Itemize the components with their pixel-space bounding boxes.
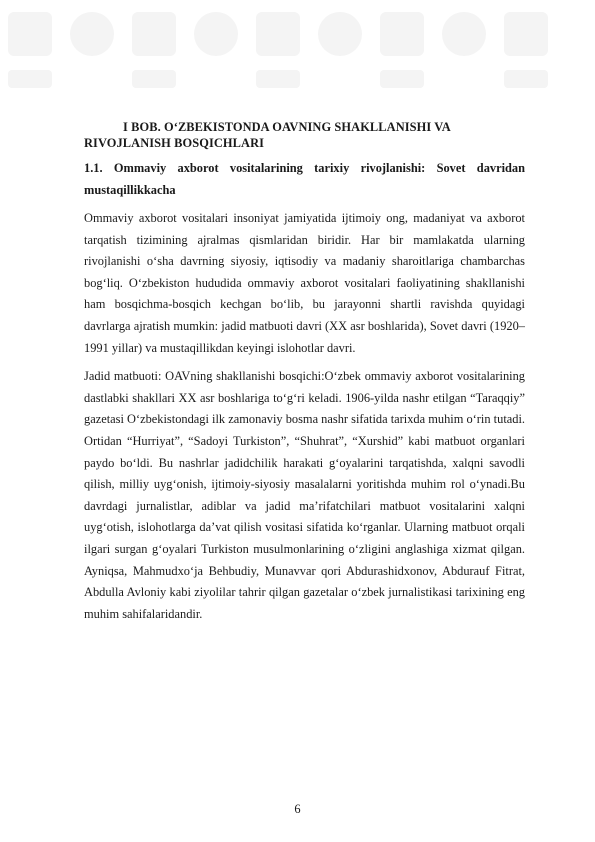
page-content xyxy=(84,119,525,632)
chapter-title: I BOB. O‘ZBEKISTONDA OAVNING SHAKLLANISHI VA RIVOJLANISH BOSQICHLARI xyxy=(84,120,451,150)
page-number: 6 xyxy=(294,802,301,816)
paragraph-jadid-press: Jadid matbuoti: OAVning shakllanishi bosqichi:O‘zbek ommaviy axborot vositalarining dastlabki shakllari XX asr boshlariga to‘g‘ri keladi. 1906-yilda nashr etilgan “Taraqqiy” gazetasi O‘zbekistondagi ilk zamonaviy bosma nashr sifatida tarixda muhim o‘rin tutadi. Ortidan “Hurriyat”, “Sadoyi Turkiston”, “Shuhrat”, “Xurshid” kabi matbuot organlari paydo bo‘ldi. Bu nashrlar jadidchilik harakati g‘oyalarini tarqatishda, xalqni savodli qilish, milliy uyg‘onish, ijtimoiy-siyosiy masalalarni yoritishda muhim rol o‘ynadi.Bu davrdagi jurnalistlar, adiblar va jadid ma’rifatchilari matbuot vositalarini xalqni uyg‘otish, islohotlarga da’vat qilish vositasi sifatida ko‘rganlar. Ularning matbuot orqali ilgari surgan g‘oyalari Turkiston musulmonlarining o‘zligini anglashiga xizmat qilgan. Ayniqsa, Mahmudxo‘ja Behbudiy, Munavvar qori Abdurashidxonov, Abdurauf Fitrat, Abdulla Avloniy kabi ziyolilar tahrir qilgan gazetalar o‘zbek jurnalistikasi tarixining eng muhim sahifalaridandir. xyxy=(84,369,525,621)
section-title: 1.1. Ommaviy axborot vositalarining tarixiy rivojlanishi: Sovet davridan mustaqillikkacha xyxy=(84,161,525,197)
paragraph-intro: Ommaviy axborot vositalari insoniyat jamiyatida ijtimoiy ong, madaniyat va axborot tarqatish tizimining ajralmas qismlaridan biridir. Har bir mamlakatda ularning rivojlanishi o‘sha davrning siyosiy, iqtisodiy va madaniy sharoitlariga chambarchas bog‘liq. O‘zbekiston hududida ommaviy axborot vositalari faoliyatining shakllanishi ham bosqichma-bosqich kechgan bo‘lib, bu jarayonni shartli ravishda quyidagi davrlarga ajratish mumkin: jadid matbuoti davri (XX asr boshlarida), Sovet davri (1920–1991 yillar) va mustaqillikdan keyingi islohotlar davri. xyxy=(84,211,525,355)
